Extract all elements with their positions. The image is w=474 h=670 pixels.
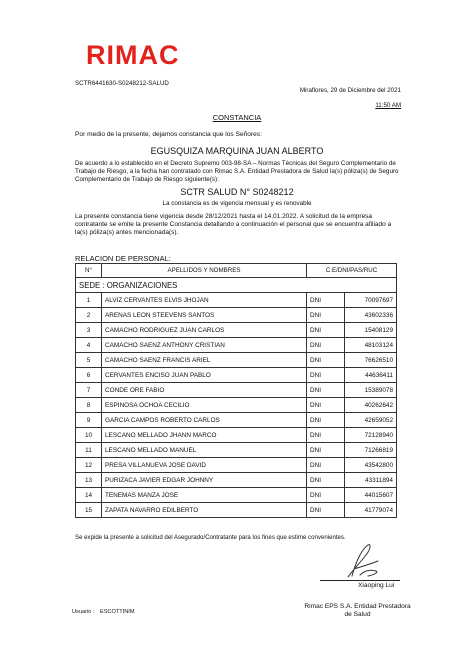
document-date: Miraflores, 29 de Diciembre del 2021 bbox=[299, 87, 401, 94]
employee-name: PURIZACA JAVIER EDGAR JOHNNY bbox=[102, 473, 307, 488]
table-row bbox=[76, 353, 397, 368]
table-row bbox=[76, 398, 397, 413]
row-number: 9 bbox=[76, 413, 102, 428]
table-row bbox=[76, 413, 397, 428]
document-type: DNI bbox=[307, 503, 345, 518]
row-number: 2 bbox=[76, 308, 102, 323]
row-number: 7 bbox=[76, 383, 102, 398]
column-header-number: N° bbox=[76, 264, 102, 278]
document-type: DNI bbox=[307, 413, 345, 428]
document-type: DNI bbox=[307, 383, 345, 398]
company-name: Rimac EPS S.A. Entidad Prestadora de Salud bbox=[304, 603, 411, 619]
document-number: 70097697 bbox=[345, 293, 397, 308]
personal-table bbox=[75, 263, 397, 518]
document-number: 42659052 bbox=[345, 413, 397, 428]
document-type: DNI bbox=[307, 488, 345, 503]
signature-line bbox=[320, 580, 400, 581]
table-row bbox=[76, 308, 397, 323]
document-number: 72128940 bbox=[345, 428, 397, 443]
row-number: 3 bbox=[76, 323, 102, 338]
document-type: DNI bbox=[307, 428, 345, 443]
row-number: 5 bbox=[76, 353, 102, 368]
document-number: 76626510 bbox=[345, 353, 397, 368]
row-number: 8 bbox=[76, 398, 102, 413]
table-row bbox=[76, 338, 397, 353]
employee-name: CERVANTES ENCISO JUAN PABLO bbox=[102, 368, 307, 383]
row-number: 13 bbox=[76, 473, 102, 488]
employee-name: CAMACHO SAENZ FRANCIS ARIEL bbox=[102, 353, 307, 368]
table-row bbox=[76, 383, 397, 398]
footer-note: Se expide la presente a solicitud del Asegurado/Contratante para los fines que estime convenientes. bbox=[75, 534, 346, 541]
employee-name: ARENAS LEON STEEVENS SANTOS bbox=[102, 308, 307, 323]
document-type: DNI bbox=[307, 293, 345, 308]
legal-paragraph: De acuerdo a lo establecido en el Decreto Supremo 003-98-SA – Normas Técnicas del Seguro Complementario de Trabajo de Riesgo, a la fecha han contratado con Rimac S.A. Entidad Prestadora de Salud la(s) póliza(s) de Seguro Complementario de Trabajo de Riesgo siguiente(s): bbox=[75, 160, 399, 183]
table-row bbox=[76, 443, 397, 458]
table-row bbox=[76, 428, 397, 443]
user-label: Usuario : bbox=[72, 609, 95, 615]
employee-name: LESCANO MELLADO JHANN MARCO bbox=[102, 428, 307, 443]
signature-image bbox=[338, 541, 384, 581]
client-name: EGUSQUIZA MARQUINA JUAN ALBERTO bbox=[150, 146, 324, 156]
column-header-document: C.E/DNI/PAS/RUC bbox=[307, 264, 397, 278]
document-type: DNI bbox=[307, 443, 345, 458]
reference-code: SCTR6441630-S0248212-SALUD bbox=[75, 80, 169, 87]
document-number: 48103124 bbox=[345, 338, 397, 353]
row-number: 14 bbox=[76, 488, 102, 503]
document-number: 43311894 bbox=[345, 473, 397, 488]
employee-name: TENEMAS MANZA JOSE bbox=[102, 488, 307, 503]
validity-paragraph: La presente constancia tiene vigencia desde 28/12/2021 hasta el 14.01.2022. A solicitud de la empresa contratante se emite la presente Constancia detallando a continuación el personal que se encuentra afiliado a la(s) póliza(s) antes mencionada(s). bbox=[75, 213, 392, 237]
employee-name: ESPINOSA OCHOA CECILIO bbox=[102, 398, 307, 413]
document-number: 40262642 bbox=[345, 398, 397, 413]
document-number: 71266819 bbox=[345, 443, 397, 458]
table-row bbox=[76, 458, 397, 473]
column-header-name: APELLIDOS Y NOMBRES bbox=[102, 264, 307, 278]
row-number: 15 bbox=[76, 503, 102, 518]
row-number: 12 bbox=[76, 458, 102, 473]
sede-label: SEDE : ORGANIZACIONES bbox=[76, 278, 397, 293]
table-row bbox=[76, 293, 397, 308]
row-number: 10 bbox=[76, 428, 102, 443]
signer-name: Xiaoping Lui bbox=[358, 582, 395, 589]
table-row bbox=[76, 473, 397, 488]
row-number: 11 bbox=[76, 443, 102, 458]
document-type: DNI bbox=[307, 338, 345, 353]
personal-heading: RELACION DE PERSONAL: bbox=[75, 254, 171, 263]
employee-name: CAMACHO RODRIGUEZ JUAN CARLOS bbox=[102, 323, 307, 338]
document-number: 43542800 bbox=[345, 458, 397, 473]
employee-name: CAMACHO SAENZ ANTHONY CRISTIAN bbox=[102, 338, 307, 353]
intro-text: Por medio de la presente, dejamos constancia que los Señores: bbox=[75, 131, 262, 138]
document-number: 43602336 bbox=[345, 308, 397, 323]
employee-name: GARCIA CAMPOS ROBERTO CARLOS bbox=[102, 413, 307, 428]
employee-name: ZAPATA NAVARRO EDILBERTO bbox=[102, 503, 307, 518]
rimac-logo: RIMAC bbox=[86, 40, 180, 70]
document-number: 44015607 bbox=[345, 488, 397, 503]
document-type: DNI bbox=[307, 323, 345, 338]
employee-name: PRESA VILLANUEVA JOSE DAVID bbox=[102, 458, 307, 473]
document-type: DNI bbox=[307, 308, 345, 323]
document-type: DNI bbox=[307, 368, 345, 383]
document-title: CONSTANCIA bbox=[212, 113, 262, 122]
document-type: DNI bbox=[307, 398, 345, 413]
row-number: 6 bbox=[76, 368, 102, 383]
employee-name: LESCANO MELLADO MANUEL bbox=[102, 443, 307, 458]
document-number: 44636411 bbox=[345, 368, 397, 383]
document-type: DNI bbox=[307, 353, 345, 368]
row-number: 1 bbox=[76, 293, 102, 308]
policy-number: SCTR SALUD N° S0248212 bbox=[180, 187, 294, 197]
policy-note: La constancia es de vigencia mensual y es renovable bbox=[162, 200, 312, 207]
table-row bbox=[76, 368, 397, 383]
document-number: 15408129 bbox=[345, 323, 397, 338]
row-number: 4 bbox=[76, 338, 102, 353]
table-row bbox=[76, 503, 397, 518]
employee-name: ALVIZ CERVANTES ELVIS JHOJAN bbox=[102, 293, 307, 308]
document-number: 41779074 bbox=[345, 503, 397, 518]
user-value: ESCOTTINIM bbox=[100, 609, 135, 615]
document-type: DNI bbox=[307, 473, 345, 488]
document-number: 15389078 bbox=[345, 383, 397, 398]
document-time: 11:50 AM bbox=[375, 102, 401, 109]
employee-name: CONDE ORE FABIO bbox=[102, 383, 307, 398]
sede-row bbox=[76, 278, 397, 293]
table-row bbox=[76, 488, 397, 503]
document-type: DNI bbox=[307, 458, 345, 473]
table-row bbox=[76, 323, 397, 338]
table-header-row bbox=[76, 264, 397, 278]
